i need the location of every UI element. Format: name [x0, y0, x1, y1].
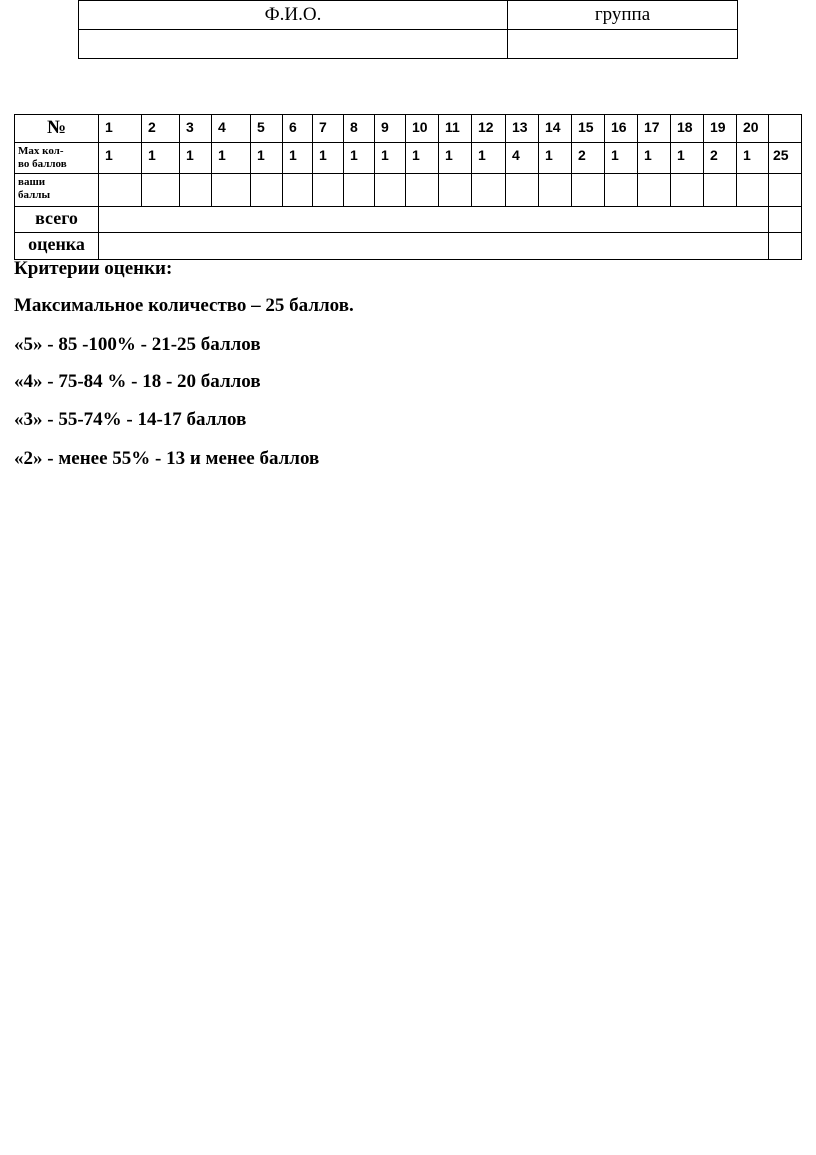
question-number: 15	[572, 115, 605, 143]
your-points-cell[interactable]	[506, 174, 539, 207]
total-field[interactable]	[99, 207, 769, 233]
max-points-cell: 1	[212, 143, 251, 174]
your-points-cell[interactable]	[180, 174, 212, 207]
question-number: 7	[313, 115, 344, 143]
your-points-cell[interactable]	[251, 174, 283, 207]
max-points-cell: 1	[251, 143, 283, 174]
question-number: 17	[638, 115, 671, 143]
question-number: 6	[283, 115, 313, 143]
criteria-title: Критерии оценки:	[14, 258, 173, 279]
question-number: 11	[439, 115, 472, 143]
your-points-cell[interactable]	[572, 174, 605, 207]
question-number: 20	[737, 115, 769, 143]
question-number-row	[15, 115, 802, 143]
question-number: 5	[251, 115, 283, 143]
criteria-grade-4: «4» - 75-84 % - 18 - 20 баллов	[14, 371, 261, 392]
question-number: 2	[142, 115, 180, 143]
criteria-grade-2: «2» - менее 55% - 13 и менее баллов	[14, 448, 320, 469]
question-number: 18	[671, 115, 704, 143]
question-number: 4	[212, 115, 251, 143]
your-points-cell[interactable]	[671, 174, 704, 207]
max-points-cell: 1	[344, 143, 375, 174]
group-field[interactable]	[508, 30, 738, 59]
max-points-cell: 2	[572, 143, 605, 174]
student-info-table	[78, 0, 738, 59]
question-number: 14	[539, 115, 572, 143]
your-points-cell[interactable]	[472, 174, 506, 207]
max-points-cell: 1	[439, 143, 472, 174]
your-points-cell[interactable]	[638, 174, 671, 207]
criteria-max-line: Максимальное количество – 25 баллов.	[14, 295, 354, 316]
your-points-cell[interactable]	[605, 174, 638, 207]
your-points-cell[interactable]	[283, 174, 313, 207]
max-points-cell: 1	[283, 143, 313, 174]
your-points-cell[interactable]	[539, 174, 572, 207]
question-number: 13	[506, 115, 539, 143]
total-end-cell	[769, 207, 802, 233]
max-points-cell: 1	[180, 143, 212, 174]
max-points-cell: 2	[704, 143, 737, 174]
question-number: 16	[605, 115, 638, 143]
your-points-row	[15, 174, 802, 207]
your-points-cell[interactable]	[142, 174, 180, 207]
grade-end-cell	[769, 233, 802, 260]
max-points-cell: 4	[506, 143, 539, 174]
max-points-cell: 1	[313, 143, 344, 174]
criteria-grade-3: «3» - 55-74% - 14-17 баллов	[14, 409, 247, 430]
max-points-cell: 1	[406, 143, 439, 174]
max-points-label	[15, 143, 99, 174]
max-points-cell: 1	[472, 143, 506, 174]
max-points-cell: 1	[142, 143, 180, 174]
max-points-cell: 1	[737, 143, 769, 174]
grade-row	[15, 233, 802, 260]
your-points-cell[interactable]	[737, 174, 769, 207]
your-points-label-line1: ваши	[18, 176, 46, 188]
name-field[interactable]	[79, 30, 508, 59]
question-number: 19	[704, 115, 737, 143]
your-points-label	[15, 174, 99, 207]
max-points-cell: 1	[638, 143, 671, 174]
question-number: 12	[472, 115, 506, 143]
question-number: 9	[375, 115, 406, 143]
max-points-cell: 1	[605, 143, 638, 174]
total-label: всего	[15, 207, 99, 233]
your-points-cell[interactable]	[313, 174, 344, 207]
your-points-cell[interactable]	[406, 174, 439, 207]
max-points-row	[15, 143, 802, 174]
score-table	[14, 114, 802, 260]
your-points-cell[interactable]	[439, 174, 472, 207]
max-points-label-line2: во баллов	[18, 158, 67, 170]
criteria-grade-5: «5» - 85 -100% - 21-25 баллов	[14, 334, 261, 355]
student-info-input-row	[79, 30, 738, 59]
number-label: №	[15, 115, 99, 143]
grade-field[interactable]	[99, 233, 769, 260]
max-points-cell: 1	[671, 143, 704, 174]
your-total-cell[interactable]	[769, 174, 802, 207]
your-points-cell[interactable]	[704, 174, 737, 207]
max-points-cell: 1	[539, 143, 572, 174]
your-points-cell[interactable]	[99, 174, 142, 207]
max-total-cell: 25	[769, 143, 802, 174]
grade-label: оценка	[15, 233, 99, 260]
max-points-cell: 1	[99, 143, 142, 174]
question-number: 3	[180, 115, 212, 143]
name-header: Ф.И.О.	[79, 1, 508, 30]
group-header: группа	[508, 1, 738, 30]
your-points-cell[interactable]	[212, 174, 251, 207]
question-number: 1	[99, 115, 142, 143]
your-points-cell[interactable]	[344, 174, 375, 207]
question-number: 8	[344, 115, 375, 143]
max-points-label-line1: Max кол-	[18, 145, 64, 157]
max-points-cell: 1	[375, 143, 406, 174]
your-points-cell[interactable]	[375, 174, 406, 207]
student-info-header-row	[79, 1, 738, 30]
your-points-label-line2: баллы	[18, 189, 51, 201]
empty-cell	[769, 115, 802, 143]
total-row	[15, 207, 802, 233]
question-number: 10	[406, 115, 439, 143]
